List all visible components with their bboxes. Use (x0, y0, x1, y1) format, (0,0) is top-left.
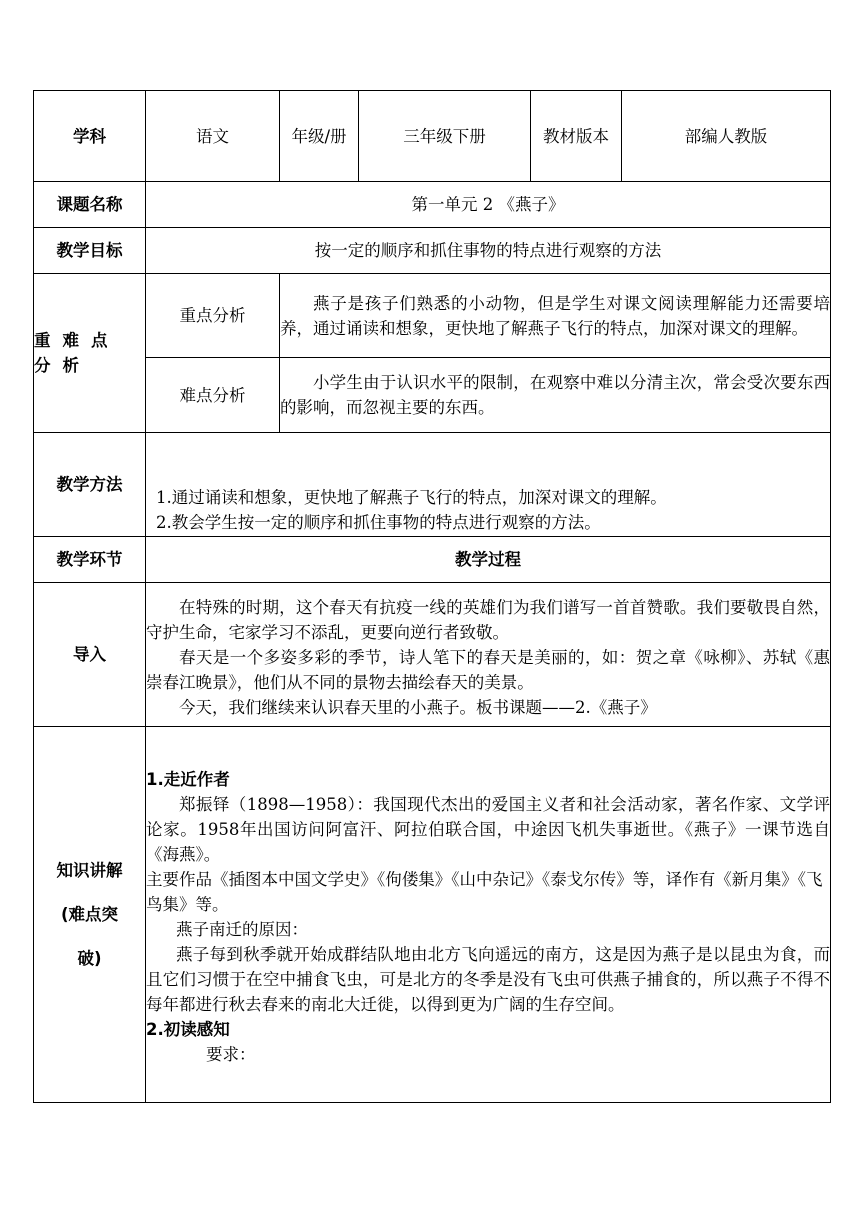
method-item: 2.教会学生按一定的顺序和抓住事物的特点进行观察的方法。 (156, 513, 601, 532)
key-point-text: 燕子是孩子们熟悉的小动物，但是学生对课文阅读理解能力还需要培养，通过诵读和想象，更快地了解燕子飞行的特点，加深对课文的理解。 (280, 274, 831, 358)
hard-point-text: 小学生由于认识水平的限制，在观察中难以分清主次，常会受次要东西的影响，而忽视主要的东西。 (280, 358, 831, 433)
knowledge-label-line: 知识讲解 (56, 860, 123, 880)
knowledge-label-line: 破) (77, 948, 102, 968)
intro-paragraph: 春天是一个多姿多彩的季节，诗人笔下的春天是美丽的，如：贺之章《咏柳》、苏轼《惠崇春江晚景》，他们从不同的景物去描绘春天的美景。 (146, 648, 830, 692)
process-header-row (34, 537, 831, 583)
subject-value: 语文 (146, 91, 280, 182)
teaching-goal-label: 教学目标 (34, 228, 146, 274)
lesson-title-label: 课题名称 (34, 182, 146, 228)
teaching-process-title: 教学过程 (146, 537, 831, 583)
method-item: 1.通过诵读和想象，更快地了解燕子飞行的特点，加深对课文的理解。 (156, 488, 667, 507)
textbook-value: 部编人教版 (622, 91, 831, 182)
intro-label: 导入 (34, 583, 146, 727)
hard-point-label: 难点分析 (146, 358, 280, 433)
teaching-step-label: 教学环节 (34, 537, 146, 583)
migration-reason-paragraph: 燕子每到秋季就开始成群结队地由北方飞向遥远的南方，这是因为燕子是以昆虫为食，而且它们习惯于在空中捕食飞虫，可是北方的冬季是没有飞虫可供燕子捕食的，所以燕子不得不每年都进行秋去春来的南北大迁徙，以得到更为广阔的生存空间。 (146, 944, 830, 1014)
intro-paragraph: 今天，我们继续来认识春天里的小燕子。板书课题——2.《燕子》 (179, 698, 657, 717)
knowledge-row (34, 727, 831, 1103)
section-author-title: 1.走近作者 (146, 769, 230, 789)
intro-content (146, 583, 831, 727)
teaching-method-label: 教学方法 (34, 433, 146, 537)
subject-label: 学科 (34, 91, 146, 182)
difficulty-label: 重难点分析 (34, 274, 146, 433)
key-point-row (34, 274, 831, 358)
teaching-goal-value: 按一定的顺序和抓住事物的特点进行观察的方法 (146, 228, 831, 274)
lesson-plan-table (33, 90, 831, 1103)
knowledge-label (34, 727, 146, 1103)
teaching-method-list (146, 433, 831, 537)
section-first-reading-title: 2.初读感知 (146, 1019, 230, 1039)
knowledge-content (146, 727, 831, 1103)
migration-reason-title: 燕子南迁的原因： (176, 919, 308, 939)
goal-row (34, 228, 831, 274)
works-paragraph: 主要作品《插图本中国文学史》《佝偻集》《山中杂记》《泰戈尔传》等，译作有《新月集》《飞鸟集》等。 (146, 869, 823, 914)
header-row (34, 91, 831, 182)
method-row (34, 433, 831, 537)
intro-row (34, 583, 831, 727)
author-paragraph: 郑振铎（1898—1958）：我国现代杰出的爱国主义者和社会活动家，著名作家、文学评论家。1958年出国访问阿富汗、阿拉伯联合国，中途因飞机失事逝世。《燕子》一课节选自《海燕》。 (146, 794, 830, 864)
grade-label: 年级/册 (280, 91, 359, 182)
knowledge-label-line: (难点突 (60, 904, 119, 924)
key-point-label: 重点分析 (146, 274, 280, 358)
requirement-text: 要求： (206, 1044, 256, 1064)
lesson-title-value: 第一单元 2 《燕子》 (146, 182, 831, 228)
textbook-label: 教材版本 (531, 91, 622, 182)
intro-paragraph: 在特殊的时期，这个春天有抗疫一线的英雄们为我们谱写一首首赞歌。我们要敬畏自然，守护生命，宅家学习不添乱，更要向逆行者致敬。 (146, 598, 830, 642)
hard-point-row (34, 358, 831, 433)
grade-value: 三年级下册 (359, 91, 531, 182)
title-row (34, 182, 831, 228)
